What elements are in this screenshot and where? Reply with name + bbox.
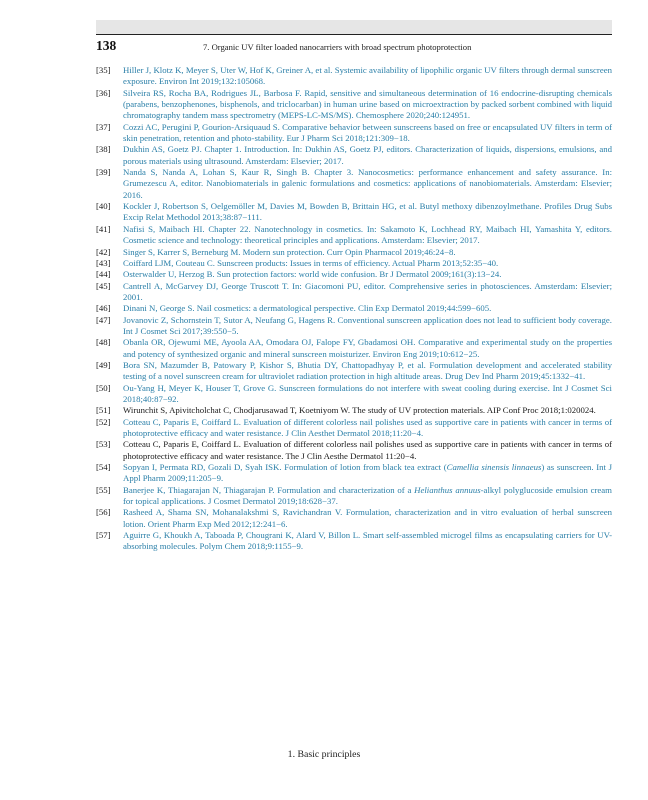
reference-list (96, 65, 612, 553)
reference-number: [55] (96, 484, 111, 495)
reference-item (96, 383, 612, 406)
citation-text: Silveira RS, Rocha BA, Rodrigues JL, Barbosa F. Rapid, sensitive and simultaneous determination of 16 endocrine-disrupting chemicals (parabens, benzophenones, bisphenols, and triclocarban) in human urine based on microextraction by packed sorbent combined with liquid chromatography tandem mass spectrometry (MEPS-LC-MS/MS). Chemosphere 2020;240:124951. (123, 87, 612, 121)
reference-number: [49] (96, 359, 111, 370)
reference-number: [48] (96, 337, 111, 348)
reference-citation[interactable] (123, 224, 612, 247)
reference-citation[interactable] (123, 122, 612, 145)
reference-number: [42] (96, 246, 111, 257)
citation-text: Ou-Yang H, Meyer K, Houser T, Grove G. Sunscreen formulations do not interfere with sweat cooling during exercise. Int J Cosmet Sci 2018;40:87−92. (123, 382, 612, 404)
reference-citation[interactable] (123, 507, 612, 530)
citation-text: Bora SN, Mazumder B, Patowary P, Kishor S, Bhutia DY, Chattopadhyay P, et al. Formulation development and accelerated stability testing of a novel sunscreen cream for ultraviolet radiation protection in high altitude areas. Drug Dev Ind Pharm 2019;45:1332−41. (123, 359, 612, 382)
species-name: Camellia sinensis linnaeus (446, 462, 542, 473)
reference-citation[interactable] (123, 258, 612, 269)
citation-text: ) as sunscreen. Int J Appl Pharm 2009;11:205−9. (123, 462, 612, 484)
reference-number: [51] (96, 405, 111, 416)
page-number: 138 (96, 38, 117, 53)
reference-item (96, 269, 612, 280)
reference-item (96, 281, 612, 304)
reference-number: [40] (96, 201, 111, 212)
reference-citation[interactable] (123, 247, 612, 258)
reference-number: [52] (96, 416, 111, 427)
reference-citation[interactable] (123, 383, 612, 406)
reference-citation (123, 439, 612, 462)
reference-number: [38] (96, 144, 111, 155)
citation-text: -alkyl polyglucoside emulsion cream for topical applications. J Cosmet Dermatol 2019;18:628−37. (123, 484, 612, 507)
reference-item (96, 530, 612, 553)
reference-number: [57] (96, 530, 111, 541)
reference-number: [43] (96, 257, 111, 268)
reference-citation[interactable] (123, 485, 612, 508)
citation-text: Obanla OR, Ojewumi ME, Ayoola AA, Omodara OJ, Falope FY, Gbadamosi OH. Comparative and experimental study on the properties and potency of synthesized organic and mineral sunscreen moisturizer. Environ Eng 2019;10:612−25. (123, 337, 612, 359)
header-bar (96, 20, 612, 34)
reference-citation[interactable] (123, 144, 612, 167)
footer-part-title: 1. Basic principles (287, 749, 361, 760)
reference-number: [41] (96, 223, 111, 234)
citation-text: Wirunchit S, Apivitcholchat C, Chodjarusawad T, Koetniyom W. The study of UV protection materials. AIP Conf Proc 2018;1:020024. (123, 405, 596, 416)
citation-text: Banerjee K, Thiagarajan N, Thiagarajan P. Formulation and characterization of a (123, 484, 415, 495)
reference-item (96, 315, 612, 338)
reference-citation[interactable] (123, 315, 612, 338)
reference-citation[interactable] (123, 337, 612, 360)
citation-text: Dukhin AS, Goetz PJ. Chapter 1. Introduction. In: Dukhin AS, Goetz PJ, editors. Characterization of liquids, dispersions, emulsions, and porous materials using ultrasound. Amsterdam: Elsevier; 2017. (123, 144, 612, 166)
citation-text: Hiller J, Klotz K, Meyer S, Uter W, Hof K, Greiner A, et al. Systemic availability of lipophilic organic UV filters through dermal sunscreen exposure. Environ Int 2019;132:105068. (123, 65, 612, 87)
reference-item (96, 122, 612, 145)
reference-citation[interactable] (123, 462, 612, 485)
reference-item (96, 258, 612, 269)
citation-text: Cantrell A, McGarvey DJ, George Truscott T. In: Giacomoni PU, editor. Comprehensive series in photosciences. Amsterdam: Elsevier; 2001. (123, 280, 612, 302)
citation-text: Nafisi S, Maibach HI. Chapter 22. Nanotechnology in cosmetics. In: Sakamoto K, Lochhead RY, Maibach HI, Yamashita Y, editors. Cosmetic science and technology: theoretical principles and applications. Amsterdam: Elsevier; 2017. (123, 223, 612, 246)
reference-item (96, 485, 612, 508)
reference-number: [50] (96, 382, 111, 393)
reference-item (96, 439, 612, 462)
reference-citation[interactable] (123, 201, 612, 224)
reference-item (96, 201, 612, 224)
citation-text: Coiffard LJM, Couteau C. Sunscreen products: Issues in terms of efficiency. Actual Pharm 2013;52:35−40. (123, 257, 499, 268)
citation-text: Osterwalder U, Herzog B. Sun protection factors: world wide confusion. Br J Dermatol 2009;161(3):13−24. (123, 269, 502, 280)
reference-number: [35] (96, 65, 111, 75)
reference-item (96, 144, 612, 167)
reference-number: [53] (96, 439, 111, 450)
reference-number: [44] (96, 269, 111, 280)
citation-text: Kockler J, Robertson S, Oelgemöller M, Davies M, Bowden B, Brittain HG, et al. Butyl methoxy dibenzoylmethane. Profiles Drug Subs Excip Relat Methodol 2013;38:87−111. (123, 201, 612, 223)
citation-text: Singer S, Karrer S, Berneburg M. Modern sun protection. Curr Opin Pharmacol 2019;46:24−8. (123, 246, 456, 257)
reference-number: [37] (96, 121, 111, 132)
reference-item (96, 417, 612, 440)
reference-citation[interactable] (123, 360, 612, 383)
reference-number: [39] (96, 167, 111, 178)
citation-text: Cotteau C, Paparis E, Coiffard L. Evaluation of different colorless nail polishes used as supportive care in patients with cancer in terms of photoprotective efficacy and water resistance. J Clin Aesthet Dermatol 2018;11:20−4. (123, 416, 612, 438)
reference-citation[interactable] (123, 303, 612, 314)
reference-citation[interactable] (123, 281, 612, 304)
reference-citation[interactable] (123, 530, 612, 553)
citation-text: Rasheed A, Shama SN, Mohanalakshmi S, Ravichandran V. Formulation, characterization and in vitro evaluation of herbal sunscreen lotion. Orient Pharm Exp Med 2012;12:241−6. (123, 507, 612, 529)
reference-item (96, 88, 612, 122)
reference-item (96, 337, 612, 360)
reference-item (96, 247, 612, 258)
reference-number: [47] (96, 314, 111, 325)
citation-text: Nanda S, Nanda A, Lohan S, Kaur R, Singh B. Chapter 3. Nanocosmetics: performance enhancement and safety assurance. In: Grumezescu A, editor. Nanobiomaterials in galenic formulations and cosmetics: applications of nanobiomaterials. Amsterdam: Elsevier; 2016. (123, 167, 612, 200)
reference-number: [56] (96, 507, 111, 518)
citation-text: Sopyan I, Permata RD, Gozali D, Syah ISK. Formulation of lotion from black tea extract ( (123, 462, 447, 473)
species-name: Helianthus annuus (414, 484, 481, 495)
reference-item (96, 167, 612, 201)
reference-item (96, 224, 612, 247)
reference-number: [46] (96, 303, 111, 314)
reference-item (96, 65, 612, 88)
reference-item (96, 507, 612, 530)
reference-citation (123, 405, 612, 416)
citation-text: Dinani N, George S. Nail cosmetics: a dermatological perspective. Clin Exp Dermatol 2019;44:599−605. (123, 303, 492, 314)
reference-number: [36] (96, 87, 111, 98)
reference-item (96, 462, 612, 485)
running-head: 7. Organic UV filter loaded nanocarriers with broad spectrum photoprotection (203, 42, 472, 52)
reference-item (96, 303, 612, 314)
reference-citation[interactable] (123, 88, 612, 122)
reference-citation[interactable] (123, 269, 612, 280)
citation-text: Cotteau C, Paparis E, Coiffard L. Evaluation of different colorless nail polishes used as supportive care in patients with cancer in terms of photoprotective efficacy and water resistance. The J Clin Aesthe Dermatol 11:20−4. (123, 439, 612, 461)
citation-text: Aguirre G, Khoukh A, Taboada P, Chougrani K, Alard V, Billon L. Smart self-assembled microgel films as encapsulating carriers for UV-absorbing molecules. Polym Chem 2018;9:1155−9. (123, 530, 612, 552)
citation-text: Jovanovic Z, Schornstein T, Sutor A, Neufang G, Hagens R. Conventional sunscreen application does not lead to sufficient body coverage. Int J Cosmet Sci 2017;39:550−5. (123, 314, 612, 336)
reference-citation[interactable] (123, 65, 612, 88)
reference-item (96, 360, 612, 383)
reference-citation[interactable] (123, 167, 612, 201)
reference-citation[interactable] (123, 417, 612, 440)
header-rule (96, 34, 612, 35)
reference-item (96, 405, 612, 416)
citation-text: Cozzi AC, Perugini P, Gourion-Arsiquaud S. Comparative behavior between sunscreens based on free or encapsulated UV filters in term of skin penetration, retention and photo-stability. Eur J Pharm Sci 2018;121:309−18. (123, 121, 612, 144)
reference-number: [54] (96, 462, 111, 473)
reference-number: [45] (96, 280, 111, 291)
